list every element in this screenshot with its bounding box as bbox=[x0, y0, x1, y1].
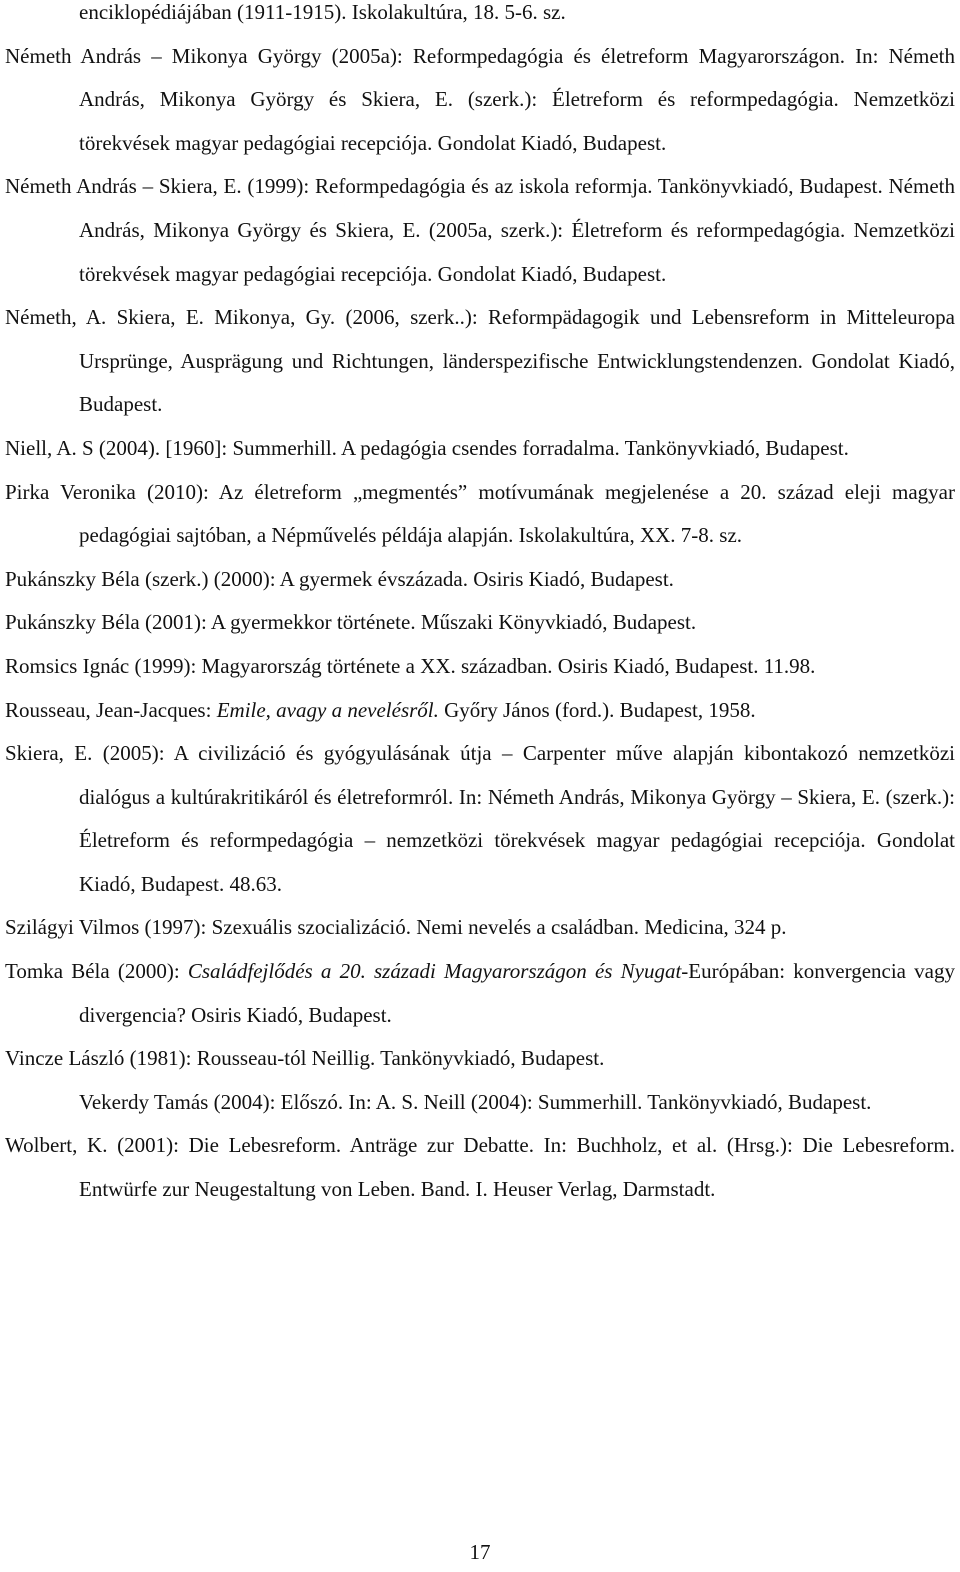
reference-list bbox=[5, 0, 955, 1212]
page-number: 17 bbox=[469, 1540, 491, 1564]
reference-title-italic: Családfejlődés a 20. századi Magyarországon és Nyugat- bbox=[187, 959, 689, 984]
reference-entry: Vincze László (1981): Rousseau-tól Neillig. Tankönyvkiadó, Budapest. bbox=[5, 1046, 605, 1071]
reference-details: Győry János (ford.). Budapest, 1958. bbox=[438, 697, 756, 722]
reference-entry: Romsics Ignác (1999): Magyarország története a XX. században. Osiris Kiadó, Budapest. 11.98. bbox=[5, 653, 816, 678]
reference-author: Rousseau, Jean-Jacques: bbox=[5, 697, 217, 722]
reference-entry bbox=[5, 689, 955, 733]
reference-continuation: enciklopédiájában (1911-1915). Iskolakultúra, 18. 5-6. sz. bbox=[79, 0, 566, 24]
reference-entry: Vekerdy Tamás (2004): Előszó. In: A. S. Neill (2004): Summerhill. Tankönyvkiadó, Budapest. bbox=[79, 1089, 872, 1114]
reference-entry: Niell, A. S (2004). [1960]: Summerhill. A pedagógia csendes forradalma. Tankönyvkiadó, Budapest. bbox=[5, 435, 849, 460]
reference-entry: Németh, A. Skiera, E. Mikonya, Gy. (2006, szerk..): Reformpädagogik und Lebensreform in Mitteleuropa Ursprünge, Ausprägung und Richtungen, länderspezifische Entwicklungstendenzen. Gondolat Kiadó, Budapest. bbox=[5, 305, 955, 417]
reference-author: Tomka Béla (2000): bbox=[5, 959, 188, 984]
reference-entry: Pukánszky Béla (2001): A gyermekkor története. Műszaki Könyvkiadó, Budapest. bbox=[5, 610, 697, 635]
reference-entry: Szilágyi Vilmos (1997): Szexuális szocializáció. Nemi nevelés a családban. Medicina, 324 p. bbox=[5, 915, 787, 940]
reference-entry bbox=[5, 950, 955, 1037]
reference-title-italic: Emile, avagy a nevelésről. bbox=[216, 697, 439, 722]
reference-details: Európában: konvergencia vagy divergencia? Osiris Kiadó, Budapest. bbox=[79, 959, 955, 1027]
reference-entry: Wolbert, K. (2001): Die Lebesreform. Anträge zur Debatte. In: Buchholz, et al. (Hrsg.): Die Lebesreform. Entwürfe zur Neugestaltung von Leben. Band. I. Heuser Verlag, Darmstadt. bbox=[5, 1133, 955, 1202]
reference-entry: Skiera, E. (2005): A civilizáció és gyógyulásának útja – Carpenter műve alapján kibontakozó nemzetközi dialógus a kultúrakritikáról és életreformról. In: Németh András, Mikonya György – Skiera, E. (szerk.): Életreform és reformpedagógia – nemzetközi törekvések magyar pedagógiai recepciója. Gondolat Kiadó, Budapest. 48.63. bbox=[5, 741, 955, 896]
reference-entry: Németh András – Mikonya György (2005a): Reformpedagógia és életreform Magyarországon. In: Németh András, Mikonya György és Skiera, E. (szerk.): Életreform és reformpedagógia. Nemzetközi törekvések magyar pedagógiai recepciója. Gondolat Kiadó, Budapest. bbox=[5, 43, 955, 155]
reference-entry: Pukánszky Béla (szerk.) (2000): A gyermek évszázada. Osiris Kiadó, Budapest. bbox=[5, 566, 674, 591]
reference-entry: Pirka Veronika (2010): Az életreform „megmentés” motívumának megjelenése a 20. század eleji magyar pedagógiai sajtóban, a Népművelés példája alapján. Iskolakultúra, XX. 7-8. sz. bbox=[5, 479, 955, 548]
reference-entry: Németh András – Skiera, E. (1999): Reformpedagógia és az iskola reformja. Tankönyvkiadó, Budapest. Németh András, Mikonya György és Skiera, E. (2005a, szerk.): Életreform és reformpedagógia. Nemzetközi törekvések magyar pedagógiai recepciója. Gondolat Kiadó, Budapest. bbox=[5, 174, 955, 286]
